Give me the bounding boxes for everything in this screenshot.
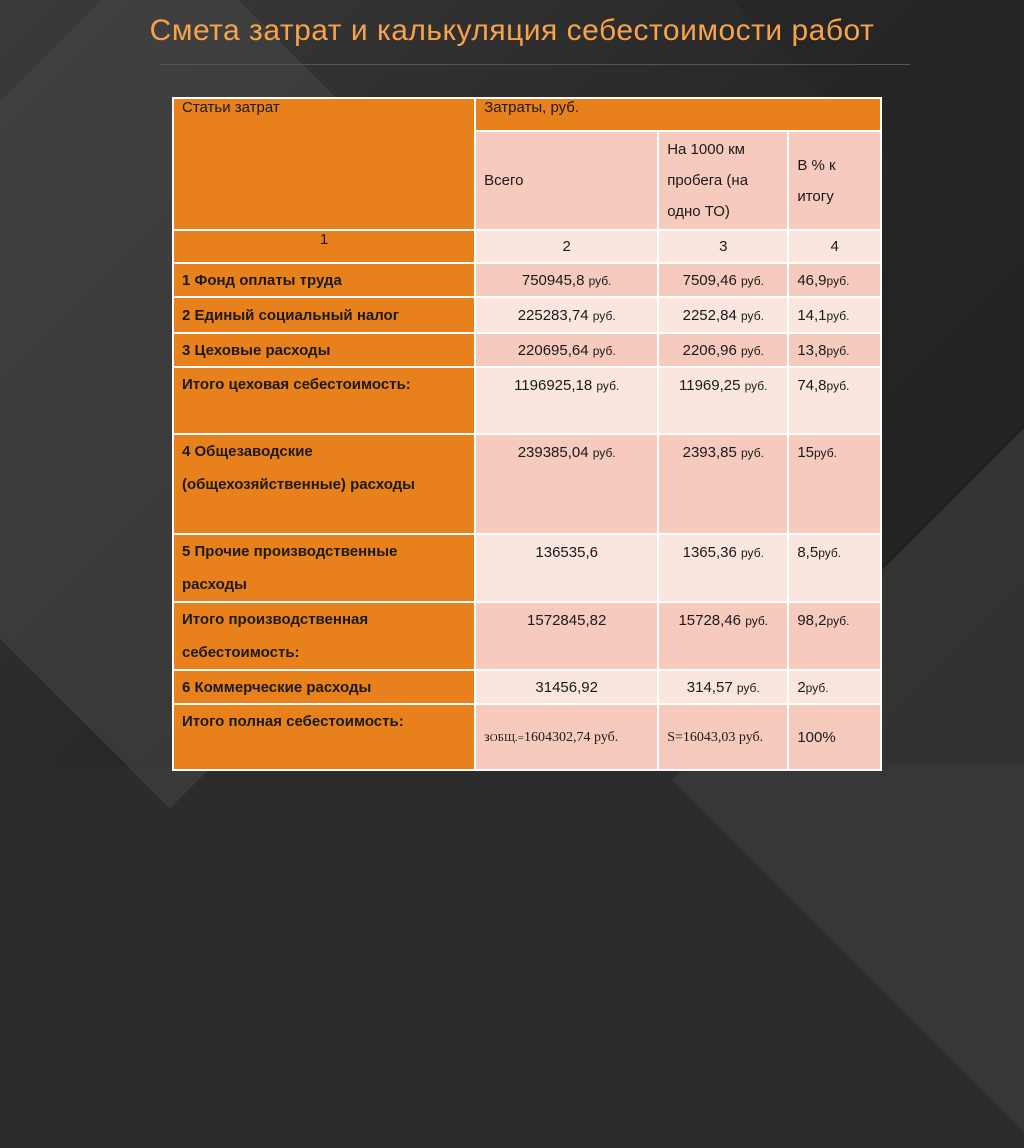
per-1000km-value: 7509,46 [682, 271, 737, 289]
row-label [173, 534, 475, 602]
per-1000km-value: 2206,96 [682, 341, 737, 359]
row-label-text: 3 Цеховые расходы [182, 341, 331, 359]
row-label [173, 367, 475, 434]
row-label [173, 434, 475, 534]
row-per-1000km [658, 434, 788, 534]
row-label-text: Итого полная себестоимость: [182, 713, 404, 730]
slide-title: Смета затрат и калькуляция себестоимости работ [149, 14, 875, 47]
header-total-label: Всего [484, 172, 524, 189]
column-number-label: 3 [719, 238, 728, 255]
total-value: 750945,8 [521, 271, 585, 289]
total-formula-subscript: ОБЩ.= [489, 732, 524, 744]
row-per-1000km [658, 297, 788, 333]
total-value: 225283,74 [517, 306, 589, 324]
percent-value: 98,2 [797, 612, 827, 629]
row-label [173, 670, 475, 704]
column-number [475, 230, 658, 263]
row-total [475, 434, 658, 534]
table-row [173, 434, 881, 534]
column-number-label: 2 [562, 238, 571, 255]
per-1000km-unit: руб. [741, 308, 764, 323]
row-per-1000km [658, 367, 788, 434]
row-per-1000km [658, 333, 788, 367]
total-formula-prefix: з [484, 730, 490, 745]
row-label [173, 297, 475, 333]
row-per-1000km [658, 670, 788, 704]
header-cost-items [173, 98, 475, 230]
row-percent [788, 367, 881, 434]
per-1000km-unit: руб. [744, 379, 768, 393]
row-per-1000km [658, 602, 788, 670]
table-row [173, 670, 881, 704]
table-row-subtotal [173, 602, 881, 670]
total-value: 239385,04 [517, 444, 589, 461]
percent-unit: руб. [805, 680, 829, 695]
table-row-total [173, 704, 881, 770]
row-percent [788, 670, 881, 704]
per-1000km-unit: руб. [741, 343, 764, 358]
row-label-text: 1 Фонд оплаты труда [182, 271, 342, 289]
header-percent [788, 131, 881, 230]
percent-value: 46,9 [797, 271, 827, 289]
per-1000km-value: 314,57 [686, 678, 733, 696]
row-label-text: Итого цеховая себестоимость: [182, 376, 411, 393]
total-unit: руб. [592, 446, 616, 460]
per-1000km-value: S=16043,03 руб. [667, 730, 764, 745]
column-number [788, 230, 881, 263]
row-total [475, 534, 658, 602]
row-percent [788, 534, 881, 602]
total-unit: руб. [592, 343, 616, 358]
row-label-text: Итого производственная себестоимость: [182, 611, 369, 661]
per-1000km-value: 2252,84 [682, 306, 737, 324]
row-percent [788, 602, 881, 670]
total-unit: руб. [592, 308, 616, 323]
percent-value: 8,5 [797, 544, 819, 561]
row-per-1000km [658, 263, 788, 297]
row-percent [788, 263, 881, 297]
per-1000km-value: 2393,85 [682, 444, 737, 461]
header-per-1000km [658, 131, 788, 230]
header-cost-items-label: Статьи затрат [182, 99, 280, 116]
percent-value: 14,1 [797, 306, 827, 324]
row-total [475, 297, 658, 333]
row-label [173, 333, 475, 367]
row-per-1000km [658, 704, 788, 770]
row-total [475, 670, 658, 704]
percent-value: 15 [797, 444, 815, 461]
percent-unit: руб. [826, 614, 850, 628]
header-per-1000km-label: На 1000 км пробега (на одно ТО) [667, 141, 749, 220]
row-label [173, 602, 475, 670]
per-1000km-unit: руб. [745, 614, 769, 628]
row-label-text: 6 Коммерческие расходы [182, 678, 372, 696]
total-unit: руб. [588, 273, 612, 288]
total-unit: руб. [596, 379, 620, 393]
row-percent [788, 297, 881, 333]
total-value: 136535,6 [535, 544, 598, 561]
percent-value: 13,8 [797, 341, 827, 359]
total-value: 31456,92 [535, 678, 598, 696]
table-row [173, 297, 881, 333]
row-label-text: 4 Общезаводские (общехозяйственные) расходы [182, 443, 415, 493]
header-total [475, 131, 658, 230]
row-total [475, 704, 658, 770]
column-number-label: 1 [319, 231, 329, 248]
per-1000km-value: 15728,46 [678, 612, 742, 629]
header-percent-label: В % к итогу [797, 156, 836, 205]
row-label-text: 5 Прочие производственные расходы [182, 543, 398, 593]
per-1000km-unit: руб. [741, 273, 764, 288]
header-costs-group-label: Затраты, руб. [484, 99, 580, 116]
row-label [173, 263, 475, 297]
table-header-row [173, 98, 881, 131]
column-number-row [173, 230, 881, 263]
total-value: 1604302,74 руб. [524, 730, 619, 745]
percent-unit: руб. [826, 308, 850, 323]
per-1000km-value: 11969,25 [679, 377, 741, 394]
column-number [658, 230, 788, 263]
table-row [173, 263, 881, 297]
row-per-1000km [658, 534, 788, 602]
row-total [475, 367, 658, 434]
percent-value: 2 [797, 678, 806, 696]
percent-unit: руб. [818, 546, 842, 560]
row-label [173, 704, 475, 770]
row-percent [788, 333, 881, 367]
row-total [475, 263, 658, 297]
table-row [173, 333, 881, 367]
column-number [173, 230, 475, 263]
header-costs-group [475, 98, 881, 131]
row-label-text: 2 Единый социальный налог [182, 306, 399, 324]
table-row [173, 534, 881, 602]
percent-value: 100% [797, 728, 836, 746]
per-1000km-unit: руб. [741, 446, 764, 460]
total-value: 1196925,18 [514, 377, 593, 394]
column-number-label: 4 [830, 238, 839, 255]
per-1000km-unit: руб. [741, 546, 764, 560]
row-total [475, 602, 658, 670]
per-1000km-unit: руб. [736, 680, 760, 695]
row-total [475, 333, 658, 367]
percent-unit: руб. [826, 379, 850, 393]
percent-unit: руб. [826, 273, 850, 288]
cost-table [172, 97, 882, 771]
table-row-subtotal [173, 367, 881, 434]
per-1000km-value: 1365,36 [682, 544, 737, 561]
row-percent [788, 434, 881, 534]
percent-value: 74,8 [797, 377, 827, 394]
total-value: 1572845,82 [527, 612, 607, 629]
total-value: 220695,64 [517, 341, 589, 359]
title-divider [160, 64, 910, 65]
percent-unit: руб. [826, 343, 850, 358]
row-percent [788, 704, 881, 770]
percent-unit: руб. [814, 446, 837, 460]
